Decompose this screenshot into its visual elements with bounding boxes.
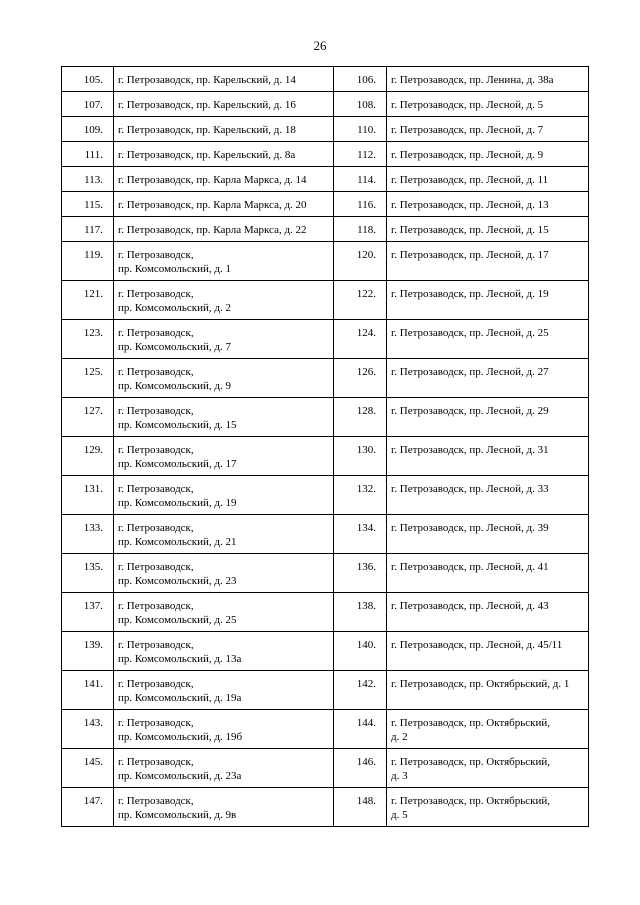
row-number-right-cell	[334, 142, 387, 167]
table-row	[62, 359, 589, 398]
row-number-left: 109.	[83, 124, 103, 136]
row-number-left: 139.	[83, 639, 103, 651]
row-number-right: 124.	[356, 327, 376, 339]
table-row	[62, 671, 589, 710]
row-number-left-cell	[62, 671, 114, 710]
address-left: г. Петрозаводск, пр. Комсомольский, д. 23а	[118, 756, 242, 782]
address-left: г. Петрозаводск, пр. Карла Маркса, д. 22	[118, 224, 307, 236]
row-number-left-cell	[62, 167, 114, 192]
row-number-left: 107.	[83, 99, 103, 111]
row-number-right: 142.	[356, 678, 376, 690]
address-left-cell	[114, 398, 334, 437]
table-row	[62, 788, 589, 827]
row-number-right-cell	[334, 320, 387, 359]
address-left-cell	[114, 117, 334, 142]
address-left: г. Петрозаводск, пр. Комсомольский, д. 2	[118, 288, 232, 314]
table-row	[62, 67, 589, 92]
row-number-right: 114.	[357, 174, 376, 186]
row-number-right: 146.	[356, 756, 376, 768]
address-right-cell	[387, 749, 589, 788]
row-number-left-cell	[62, 632, 114, 671]
row-number-right-cell	[334, 515, 387, 554]
row-number-right: 110.	[357, 124, 376, 136]
row-number-left: 143.	[83, 717, 103, 729]
address-right-cell	[387, 632, 589, 671]
address-left: г. Петрозаводск, пр. Комсомольский, д. 9в	[118, 795, 237, 821]
address-left-cell	[114, 217, 334, 242]
address-left-cell	[114, 320, 334, 359]
table-row	[62, 554, 589, 593]
row-number-right: 122.	[356, 288, 376, 300]
address-left-cell	[114, 192, 334, 217]
table-row	[62, 281, 589, 320]
table-row	[62, 710, 589, 749]
address-table	[61, 66, 589, 827]
row-number-right: 128.	[356, 405, 376, 417]
address-left: г. Петрозаводск, пр. Комсомольский, д. 19б	[118, 717, 243, 743]
row-number-right-cell	[334, 281, 387, 320]
row-number-right: 116.	[357, 199, 376, 211]
address-left-cell	[114, 242, 334, 281]
row-number-right: 148.	[356, 795, 376, 807]
address-right: г. Петрозаводск, пр. Лесной, д. 13	[391, 199, 549, 211]
row-number-left: 133.	[83, 522, 103, 534]
address-right-cell	[387, 142, 589, 167]
address-left-cell	[114, 554, 334, 593]
address-right-cell	[387, 710, 589, 749]
address-left: г. Петрозаводск, пр. Комсомольский, д. 13а	[118, 639, 242, 665]
table-row	[62, 593, 589, 632]
address-left: г. Петрозаводск, пр. Карельский, д. 8а	[118, 149, 296, 161]
table-row	[62, 142, 589, 167]
row-number-right: 132.	[356, 483, 376, 495]
table-row	[62, 515, 589, 554]
address-left-cell	[114, 749, 334, 788]
row-number-right-cell	[334, 593, 387, 632]
row-number-left-cell	[62, 515, 114, 554]
address-left-cell	[114, 632, 334, 671]
address-left: г. Петрозаводск, пр. Комсомольский, д. 15	[118, 405, 237, 431]
address-left-cell	[114, 359, 334, 398]
address-right-cell	[387, 320, 589, 359]
table-row	[62, 242, 589, 281]
row-number-left-cell	[62, 281, 114, 320]
row-number-left-cell	[62, 437, 114, 476]
row-number-left: 113.	[84, 174, 103, 186]
address-right: г. Петрозаводск, пр. Лесной, д. 27	[391, 366, 549, 378]
row-number-right-cell	[334, 671, 387, 710]
row-number-right-cell	[334, 632, 387, 671]
row-number-left-cell	[62, 242, 114, 281]
row-number-right: 144.	[356, 717, 376, 729]
address-left: г. Петрозаводск, пр. Комсомольский, д. 7	[118, 327, 232, 353]
address-right: г. Петрозаводск, пр. Лесной, д. 33	[391, 483, 549, 495]
address-left-cell	[114, 281, 334, 320]
row-number-left: 125.	[83, 366, 103, 378]
address-left: г. Петрозаводск, пр. Комсомольский, д. 17	[118, 444, 237, 470]
address-right: г. Петрозаводск, пр. Лесной, д. 29	[391, 405, 549, 417]
row-number-right: 136.	[356, 561, 376, 573]
address-left: г. Петрозаводск, пр. Карла Маркса, д. 20	[118, 199, 307, 211]
address-right: г. Петрозаводск, пр. Лесной, д. 25	[391, 327, 549, 339]
table-row	[62, 476, 589, 515]
address-left: г. Петрозаводск, пр. Комсомольский, д. 19	[118, 483, 237, 509]
row-number-left-cell	[62, 749, 114, 788]
row-number-right: 108.	[356, 99, 376, 111]
row-number-left: 111.	[84, 149, 103, 161]
row-number-right-cell	[334, 217, 387, 242]
address-right: г. Петрозаводск, пр. Лесной, д. 45/11	[391, 639, 563, 651]
address-right: г. Петрозаводск, пр. Лесной, д. 31	[391, 444, 549, 456]
address-left: г. Петрозаводск, пр. Комсомольский, д. 1	[118, 249, 232, 275]
row-number-left: 121.	[83, 288, 103, 300]
row-number-left-cell	[62, 192, 114, 217]
row-number-right-cell	[334, 710, 387, 749]
address-left-cell	[114, 515, 334, 554]
row-number-left: 145.	[83, 756, 103, 768]
row-number-left: 119.	[84, 249, 103, 261]
address-right-cell	[387, 437, 589, 476]
address-table-body	[62, 67, 589, 827]
address-right-cell	[387, 554, 589, 593]
row-number-left-cell	[62, 217, 114, 242]
row-number-right-cell	[334, 92, 387, 117]
address-right: г. Петрозаводск, пр. Октябрьский, д. 1	[391, 678, 570, 690]
address-left-cell	[114, 671, 334, 710]
address-right-cell	[387, 359, 589, 398]
row-number-left: 117.	[84, 224, 103, 236]
row-number-left-cell	[62, 359, 114, 398]
row-number-left-cell	[62, 398, 114, 437]
row-number-left: 115.	[84, 199, 103, 211]
address-right: г. Петрозаводск, пр. Лесной, д. 43	[391, 600, 549, 612]
address-right: г. Петрозаводск, пр. Лесной, д. 39	[391, 522, 549, 534]
address-left: г. Петрозаводск, пр. Комсомольский, д. 23	[118, 561, 237, 587]
row-number-right-cell	[334, 437, 387, 476]
row-number-right: 126.	[356, 366, 376, 378]
address-right: г. Петрозаводск, пр. Ленина, д. 38а	[391, 74, 554, 86]
row-number-left: 129.	[83, 444, 103, 456]
address-left: г. Петрозаводск, пр. Комсомольский, д. 25	[118, 600, 237, 626]
row-number-right: 106.	[356, 74, 376, 86]
row-number-right: 140.	[356, 639, 376, 651]
table-row	[62, 217, 589, 242]
row-number-left-cell	[62, 142, 114, 167]
address-right: г. Петрозаводск, пр. Лесной, д. 19	[391, 288, 549, 300]
address-left: г. Петрозаводск, пр. Карла Маркса, д. 14	[118, 174, 307, 186]
table-row	[62, 632, 589, 671]
address-right: г. Петрозаводск, пр. Лесной, д. 15	[391, 224, 549, 236]
row-number-right-cell	[334, 117, 387, 142]
address-left-cell	[114, 710, 334, 749]
row-number-right: 134.	[356, 522, 376, 534]
table-row	[62, 320, 589, 359]
address-left-cell	[114, 142, 334, 167]
address-right-cell	[387, 788, 589, 827]
address-right-cell	[387, 515, 589, 554]
address-left: г. Петрозаводск, пр. Комсомольский, д. 21	[118, 522, 237, 548]
address-right-cell	[387, 281, 589, 320]
address-right-cell	[387, 476, 589, 515]
address-left: г. Петрозаводск, пр. Карельский, д. 16	[118, 99, 296, 111]
row-number-right-cell	[334, 242, 387, 281]
row-number-left: 137.	[83, 600, 103, 612]
address-right: г. Петрозаводск, пр. Лесной, д. 41	[391, 561, 549, 573]
address-right: г. Петрозаводск, пр. Лесной, д. 9	[391, 149, 544, 161]
address-left-cell	[114, 167, 334, 192]
row-number-left: 141.	[83, 678, 103, 690]
row-number-left-cell	[62, 320, 114, 359]
table-row	[62, 192, 589, 217]
address-right-cell	[387, 192, 589, 217]
row-number-right-cell	[334, 67, 387, 92]
row-number-left-cell	[62, 476, 114, 515]
row-number-left: 105.	[83, 74, 103, 86]
row-number-left-cell	[62, 710, 114, 749]
address-left: г. Петрозаводск, пр. Карельский, д. 18	[118, 124, 296, 136]
row-number-right-cell	[334, 398, 387, 437]
table-row	[62, 167, 589, 192]
table-row	[62, 398, 589, 437]
address-left-cell	[114, 92, 334, 117]
row-number-right: 130.	[356, 444, 376, 456]
row-number-left: 135.	[83, 561, 103, 573]
address-left-cell	[114, 437, 334, 476]
address-right: г. Петрозаводск, пр. Октябрьский, д. 5	[391, 795, 551, 821]
address-right-cell	[387, 167, 589, 192]
row-number-left-cell	[62, 92, 114, 117]
row-number-right-cell	[334, 554, 387, 593]
page-number: 26	[313, 38, 327, 53]
address-right: г. Петрозаводск, пр. Октябрьский, д. 2	[391, 717, 551, 743]
address-right-cell	[387, 92, 589, 117]
row-number-right-cell	[334, 788, 387, 827]
address-right: г. Петрозаводск, пр. Лесной, д. 5	[391, 99, 544, 111]
address-right-cell	[387, 117, 589, 142]
row-number-right: 120.	[356, 249, 376, 261]
row-number-left: 123.	[83, 327, 103, 339]
address-left: г. Петрозаводск, пр. Карельский, д. 14	[118, 74, 296, 86]
row-number-right-cell	[334, 359, 387, 398]
row-number-left-cell	[62, 67, 114, 92]
address-right-cell	[387, 217, 589, 242]
row-number-left-cell	[62, 117, 114, 142]
row-number-right: 118.	[357, 224, 376, 236]
address-right: г. Петрозаводск, пр. Лесной, д. 17	[391, 249, 549, 261]
address-right-cell	[387, 67, 589, 92]
address-left: г. Петрозаводск, пр. Комсомольский, д. 9	[118, 366, 232, 392]
row-number-right-cell	[334, 167, 387, 192]
row-number-right-cell	[334, 749, 387, 788]
row-number-right-cell	[334, 476, 387, 515]
address-left-cell	[114, 593, 334, 632]
table-row	[62, 749, 589, 788]
address-right: г. Петрозаводск, пр. Лесной, д. 11	[391, 174, 549, 186]
row-number-right: 112.	[357, 149, 376, 161]
address-right: г. Петрозаводск, пр. Октябрьский, д. 3	[391, 756, 551, 782]
row-number-right: 138.	[356, 600, 376, 612]
address-right: г. Петрозаводск, пр. Лесной, д. 7	[391, 124, 544, 136]
address-left-cell	[114, 788, 334, 827]
table-row	[62, 437, 589, 476]
row-number-left: 147.	[83, 795, 103, 807]
row-number-left-cell	[62, 554, 114, 593]
row-number-left: 131.	[83, 483, 103, 495]
address-right-cell	[387, 398, 589, 437]
table-row	[62, 92, 589, 117]
row-number-right-cell	[334, 192, 387, 217]
address-right-cell	[387, 671, 589, 710]
address-left-cell	[114, 476, 334, 515]
row-number-left: 127.	[83, 405, 103, 417]
address-left-cell	[114, 67, 334, 92]
address-left: г. Петрозаводск, пр. Комсомольский, д. 19а	[118, 678, 242, 704]
row-number-left-cell	[62, 788, 114, 827]
address-right-cell	[387, 242, 589, 281]
address-right-cell	[387, 593, 589, 632]
table-row	[62, 117, 589, 142]
row-number-left-cell	[62, 593, 114, 632]
